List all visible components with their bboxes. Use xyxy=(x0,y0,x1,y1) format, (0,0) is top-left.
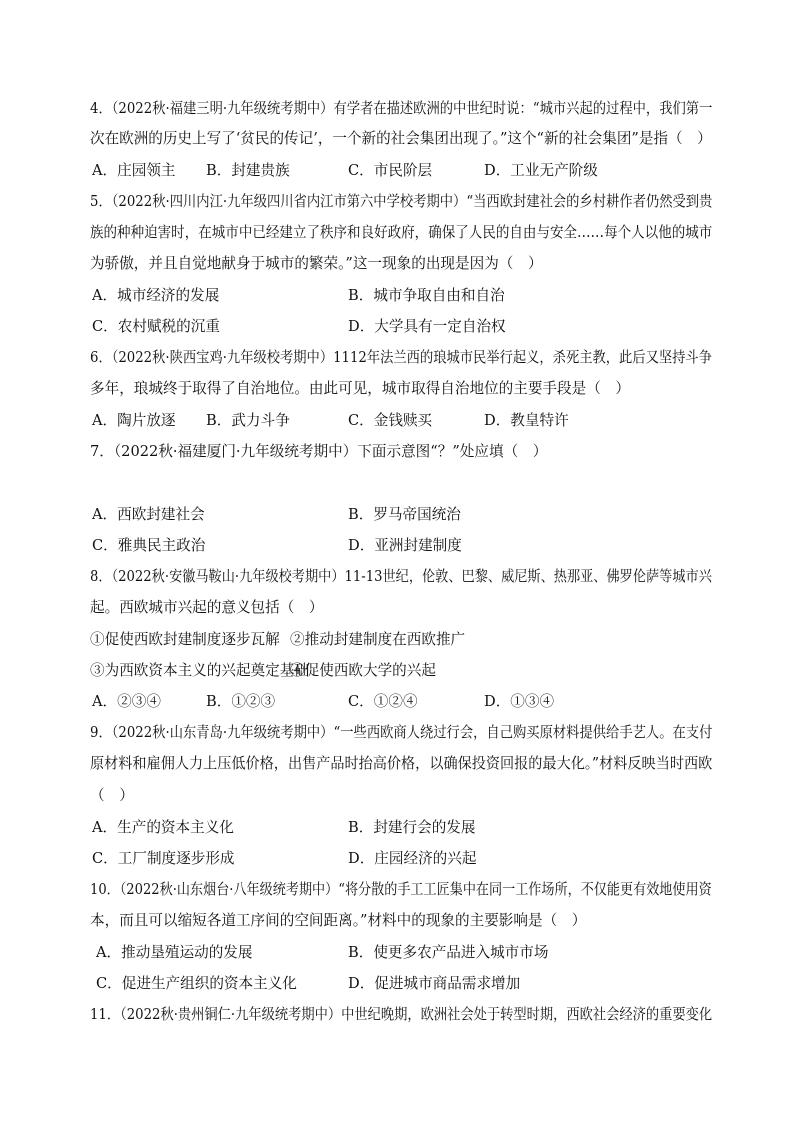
option-b: B．武力斗争 xyxy=(206,412,290,429)
option-d: D．庄园经济的兴起 xyxy=(348,850,477,867)
option-a: A．庄园领主 xyxy=(92,162,176,179)
statement-2: ②推动封建制度在西欧推广 xyxy=(290,631,466,648)
question-stem-line: 11．（2022秋·贵州铜仁·九年级统考期中）中世纪晚期，欧洲社会处于转型时期，西欧社会经济的重要变化 xyxy=(90,1006,713,1023)
option-c: C．工厂制度逐步形成 xyxy=(92,850,235,867)
option-c: C．农村赋税的沉重 xyxy=(92,318,220,335)
option-d: D．①③④ xyxy=(484,693,555,710)
question-stem-line: 为骄傲，并且自觉地献身于城市的繁荣。”这一现象的出现是因为（ ） xyxy=(90,255,543,272)
option-c: C．金钱赎买 xyxy=(348,412,433,429)
option-c: C．促进生产组织的资本主义化 xyxy=(96,975,297,992)
option-b: B．封建贵族 xyxy=(206,162,290,179)
option-d: D．大学具有一定自治权 xyxy=(348,318,506,335)
question-stem-line: 族的种种迫害时，在城市中已经建立了秩序和良好政府，确保了人民的自由与安全……每个人以他的城市 xyxy=(90,224,713,241)
statement-3: ③为西欧资本主义的兴起奠定基础 xyxy=(90,662,309,679)
option-b: B．封建行会的发展 xyxy=(348,819,476,836)
option-a: A．陶片放逐 xyxy=(92,412,176,429)
question-stem-line: 次在欧洲的历史上写了‘贫民的传记’，一个新的社会集团出现了。”这个“新的社会集团”是指（ ） xyxy=(90,130,712,147)
question-stem-line: 9．（2022秋·山东青岛·九年级统考期中）“一些西欧商人绕过行会，自己购买原材料提供给手艺人。在支付 xyxy=(90,724,713,741)
statement-4: ④促使西欧大学的兴起 xyxy=(290,662,436,679)
option-b: B．罗马帝国统治 xyxy=(348,506,461,523)
option-a: A．城市经济的发展 xyxy=(92,287,220,304)
option-b: B．①②③ xyxy=(206,693,276,710)
option-b: B．使更多农产品进入城市市场 xyxy=(348,944,549,961)
option-c: C．市民阶层 xyxy=(348,162,433,179)
option-b: B．城市争取自由和自治 xyxy=(348,287,505,304)
question-stem-line: （ ） xyxy=(90,787,134,804)
question-stem-line: 本，而且可以缩短各道工序间的空间距离。”材料中的现象的主要影响是（ ） xyxy=(90,912,587,929)
question-stem-line: 6．（2022秋·陕西宝鸡·九年级校考期中）1112年法兰西的琅城市民举行起义，杀死主教，此后又坚持斗争 xyxy=(90,349,712,366)
question-stem-line: 7．（2022秋·福建厦门·九年级统考期中）下面示意图“？”处应填（ ） xyxy=(90,443,548,460)
option-d: D．促进城市商品需求增加 xyxy=(348,975,521,992)
statement-1: ①促使西欧封建制度逐步瓦解 xyxy=(90,631,280,648)
question-stem-line: 4．（2022秋·福建三明·九年级统考期中）有学者在描述欧洲的中世纪时说：“城市兴起的过程中，我们第一 xyxy=(90,100,713,117)
question-stem-line: 起。西欧城市兴起的意义包括（ ） xyxy=(90,599,324,616)
option-c: C．①②④ xyxy=(348,693,418,710)
option-a: A．生产的资本主义化 xyxy=(92,819,234,836)
option-c: C．雅典民主政治 xyxy=(92,537,206,554)
option-d: D．工业无产阶级 xyxy=(484,162,598,179)
question-stem-line: 5．（2022秋·四川内江·九年级四川省内江市第六中学校考期中）“当西欧封建社会的乡村耕作者仍然受到贵 xyxy=(90,193,713,210)
option-d: D．教皇特许 xyxy=(484,412,569,429)
option-a: A．②③④ xyxy=(92,693,161,710)
option-d: D．亚洲封建制度 xyxy=(348,537,462,554)
option-a: A．西欧封建社会 xyxy=(92,506,205,523)
question-stem-line: 原材料和雇佣人力上压低价格，出售产品时抬高价格，以确保投资回报的最大化。”材料反映当时西欧 xyxy=(90,755,713,772)
option-a: A．推动垦殖运动的发展 xyxy=(96,944,253,961)
question-stem-line: 8．（2022秋·安徽马鞍山·九年级校考期中）11-13世纪，伦敦、巴黎、威尼斯、热那亚、佛罗伦萨等城市兴 xyxy=(90,568,712,585)
question-stem-line: 多年，琅城终于取得了自治地位。由此可见，城市取得自治地位的主要手段是（ ） xyxy=(90,380,630,397)
question-stem-line: 10．（2022秋·山东烟台·八年级统考期中）“将分散的手工工匠集中在同一工作场所，不仅能更有效地使用资 xyxy=(90,881,712,898)
